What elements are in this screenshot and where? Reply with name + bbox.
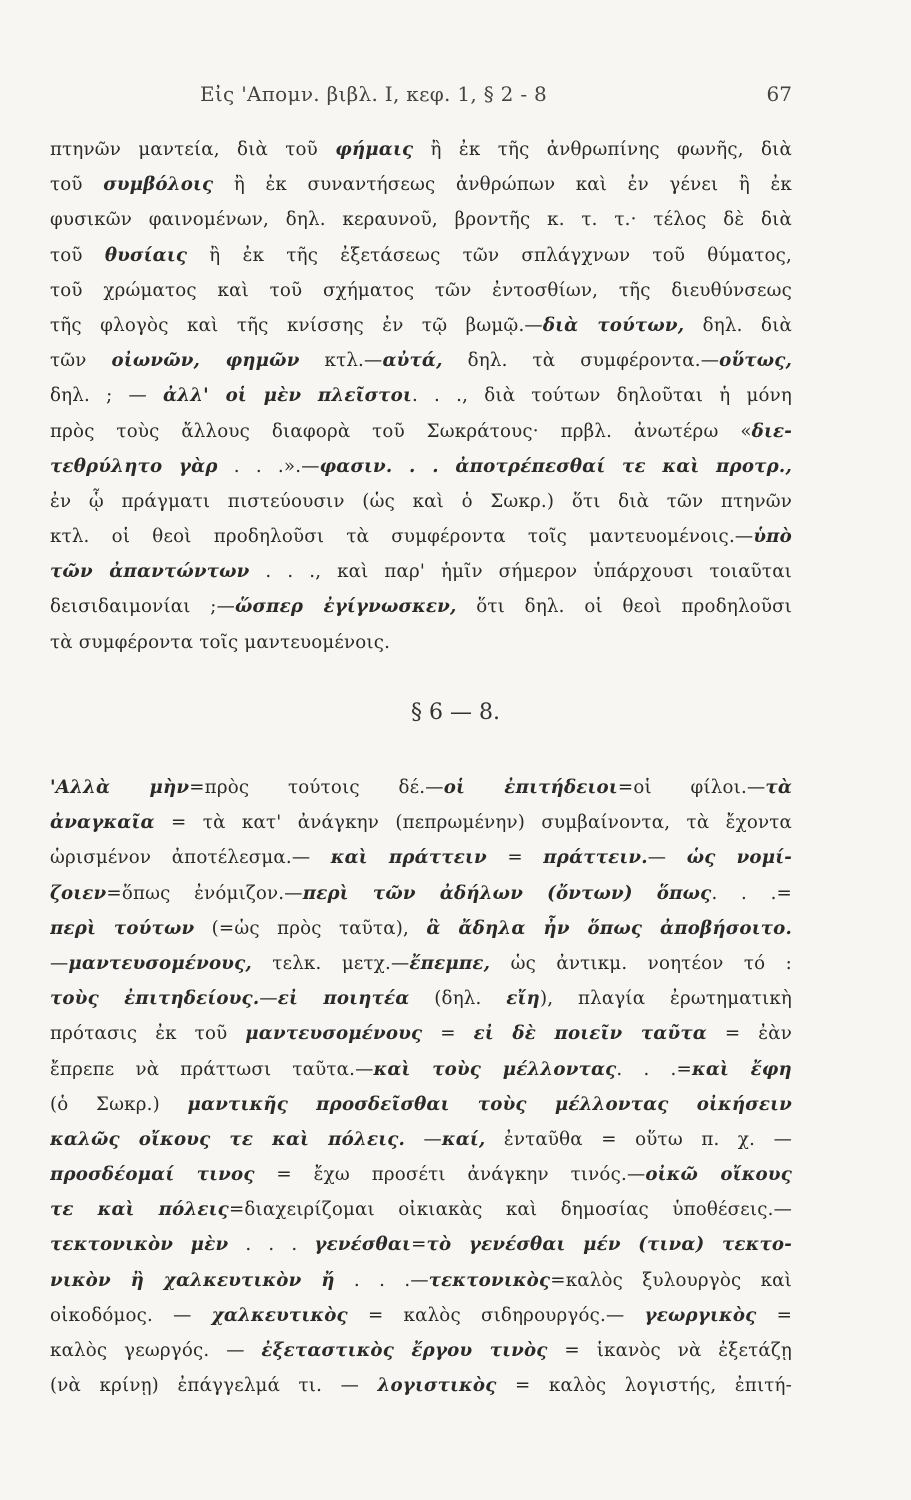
text-run: . . .= [711, 882, 792, 904]
text-line [50, 1298, 792, 1333]
text-run: κτλ.— [299, 350, 383, 372]
greek-lemma: καλῶς οἴκους τε καὶ πόλεις. [50, 1128, 406, 1150]
text-line [50, 308, 792, 343]
greek-lemma: ὡς νομί- [686, 847, 792, 869]
text-run: (δηλ. [409, 988, 507, 1010]
text-run: (νὰ κρίνῃ) ἐπάγγελμά τι. — [50, 1375, 378, 1397]
text-line [50, 840, 792, 875]
greek-lemma: καὶ πράττειν [330, 847, 487, 869]
text-run: τελκ. μετχ.— [251, 952, 410, 974]
text-line [50, 1263, 792, 1298]
text-run: =οἱ φίλοι.— [617, 777, 766, 798]
greek-lemma: τε καὶ πόλεις [50, 1199, 229, 1221]
greek-lemma: 'Αλλὰ μὴν [50, 777, 190, 798]
text-run: — [647, 847, 687, 869]
text-run: — [405, 1128, 442, 1150]
greek-lemma: αὐτά, [382, 350, 443, 372]
greek-lemma: φήμαις [335, 139, 414, 160]
text-run: (ὁ Σωκρ.) [50, 1093, 188, 1115]
page-number: 67 [766, 82, 792, 106]
text-line [50, 911, 792, 946]
text-run: . . .= [616, 1058, 692, 1080]
text-line [50, 238, 792, 273]
text-run: = καλὸς σιδηρουργός.— [347, 1304, 645, 1326]
text-run: ὅτι δηλ. οἱ θεοὶ προδηλοῦσι [456, 596, 792, 618]
text-run: = ἱκανὸς νὰ ἐξετάζῃ [547, 1340, 792, 1361]
text-line [50, 378, 792, 413]
text-run: τῆς φλογὸς καὶ τῆς κνίσσης ἐν τῷ βωμῷ.— [50, 314, 543, 336]
greek-lemma: ἐξεταστικὸς ἔργου τινὸς [261, 1340, 548, 1361]
text-run: δηλ. ; — [50, 385, 164, 407]
text-line [50, 589, 792, 624]
greek-lemma: περὶ τούτων [50, 917, 195, 939]
text-run: = [486, 847, 544, 869]
text-line [50, 484, 792, 519]
greek-lemma: εἰ ποιητέα [277, 988, 410, 1010]
text-run: ἐνταῦθα = οὕτω π. χ. — [485, 1128, 792, 1150]
text-run: . . .».— [217, 455, 320, 477]
text-line [50, 1368, 792, 1403]
greek-lemma: ζοιεν [50, 882, 107, 904]
text-line [50, 1333, 792, 1368]
greek-lemma: θυσίαις [104, 244, 188, 266]
text-run: ἔπρεπε νὰ πράττωσι ταῦτα.— [50, 1058, 374, 1080]
text-run: =πρὸς τούτοις δέ.— [189, 777, 444, 798]
running-title: Εἰς 'Απομν. βιβλ. Ι, κεφ. 1, § 2 - 8 [200, 82, 548, 106]
text-run: = καλὸς λογιστής, ἐπιτή- [496, 1375, 792, 1397]
text-run: . . ., διὰ τούτων δηλοῦται ἡ μόνη [411, 385, 792, 407]
greek-lemma: διὰ τούτων, [542, 314, 685, 336]
text-line [50, 1227, 792, 1262]
text-run: τῶν [50, 350, 112, 372]
text-run: τοῦ [50, 174, 104, 196]
greek-lemma: λογιστικὸς [377, 1375, 497, 1397]
text-run: . . .— [334, 1269, 429, 1291]
text-run: = [422, 1023, 474, 1045]
greek-lemma: τὰ [765, 777, 792, 798]
text-run: — [50, 952, 69, 974]
greek-lemma: ἀναγκαῖα [50, 812, 155, 834]
text-run: δηλ. τὰ συμφέροντα.— [442, 350, 720, 372]
greek-lemma: γενέσθαι [314, 1234, 412, 1256]
text-line [50, 770, 792, 805]
greek-lemma: τῶν ἀπαντώντων [50, 561, 250, 583]
greek-lemma: νικὸν ἢ χαλκευτικὸν ἤ [50, 1269, 335, 1291]
greek-lemma: μαντευσομένους, [68, 952, 252, 974]
text-run: ὡρισμένον ἀποτέλεσμα.— [50, 847, 331, 869]
greek-lemma: καὶ τοὺς μέλλοντας [373, 1058, 617, 1080]
text-line [50, 1122, 792, 1157]
text-run: δηλ. διὰ [684, 314, 792, 336]
text-run: ἢ ἐκ τῆς ἐξετάσεως τῶν σπλάγχνων τοῦ θύματος, [187, 244, 792, 266]
greek-lemma: οἱ ἐπιτήδειοι [443, 777, 618, 798]
greek-lemma: οὕτως, [719, 350, 792, 372]
text-line [50, 1087, 792, 1122]
text-run: (=ὡς πρὸς ταῦτα), [194, 917, 427, 939]
text-line [50, 876, 792, 911]
greek-lemma: καὶ ἔφη [691, 1058, 792, 1080]
greek-lemma: ἀλλ' οἱ μὲν πλεῖστοι [163, 385, 412, 407]
text-run: φυσικῶν φαινομένων, δηλ. κεραυνοῦ, βροντῆς κ. τ. τ.· τέλος δὲ διὰ [50, 209, 792, 231]
text-line [50, 343, 792, 378]
text-line [50, 414, 792, 449]
text-run: = τὰ κατ' ἀνάγκην (πεπρωμένην) συμβαίνοντα, τὰ ἔχοντα [154, 812, 792, 834]
text-line [50, 1192, 792, 1227]
greek-lemma: περὶ τῶν ἀδήλων (ὄντων) ὅπως [302, 882, 712, 904]
text-run: πτηνῶν μαντεία, διὰ τοῦ [50, 139, 336, 160]
text-run: ), πλαγία ἐρωτηματικὴ [539, 988, 792, 1010]
text-line [50, 946, 792, 981]
text-run: τοῦ [50, 244, 105, 266]
text-line [50, 981, 792, 1016]
text-run: οἰκοδόμος. — [50, 1304, 212, 1326]
text-run: κτλ. οἱ θεοὶ προδηλοῦσι τὰ συμφέροντα τοῖς μαντευομένοις.— [50, 526, 754, 548]
greek-lemma: μαντικῆς προσδεῖσθαι τοὺς μέλλοντας οἰκήσειν [187, 1093, 792, 1115]
text-run: — [259, 988, 278, 1010]
greek-lemma: οἰκῶ οἴκους [645, 1164, 792, 1186]
text-run: =ὅπως ἐνόμιζον.— [106, 882, 303, 904]
greek-lemma: ἔπεμπε, [409, 952, 491, 974]
greek-lemma: πράττειν. [543, 847, 648, 869]
text-line [50, 132, 792, 167]
text-line [50, 273, 792, 308]
greek-lemma: τεθρύλητο γὰρ [50, 455, 218, 477]
commentary-paragraph-1 [50, 132, 792, 660]
text-line [50, 805, 792, 840]
text-line [50, 625, 792, 660]
greek-lemma: ἃ ἄδηλα ἦν ὅπως ἀποβήσοιτο. [426, 917, 792, 939]
greek-lemma: καί, [441, 1128, 486, 1150]
greek-lemma: τὸ γενέσθαι μέν (τινα) τεκτο- [426, 1234, 792, 1256]
greek-lemma: τοὺς ἐπιτηδείους. [50, 988, 260, 1010]
greek-lemma: οἰωνῶν, φημῶν [111, 350, 300, 372]
text-line [50, 1052, 792, 1087]
text-line [50, 449, 792, 484]
text-line [50, 519, 792, 554]
text-run: καλὸς γεωργός. — [50, 1340, 262, 1361]
commentary-paragraph-2 [50, 770, 792, 1403]
text-run: ἢ ἐκ συναντήσεως ἀνθρώπων καὶ ἐν γένει ἢ ἐκ [213, 174, 792, 196]
text-run: =διαχειρίζομαι οἰκιακὰς καὶ δημοσίας ὑποθέσεις.— [228, 1199, 792, 1221]
text-line [50, 167, 792, 202]
text-run: δεισιδαιμονίαι ;— [50, 596, 236, 618]
text-run: =καλὸς ξυλουργὸς καὶ [550, 1269, 792, 1291]
text-run: πρότασις ἐκ τοῦ [50, 1023, 246, 1045]
section-heading: § 6 — 8. [411, 700, 500, 725]
text-run: ἐν ᾧ πράγματι πιστεύουσιν (ὡς καὶ ὁ Σωκρ.) ὅτι διὰ τῶν πτηνῶν [50, 490, 792, 512]
greek-lemma: ὥσπερ ἐγίγνωσκεν, [235, 596, 457, 618]
text-run: = ἔχω προσέτι ἀνάγκην τινός.— [254, 1164, 646, 1186]
text-line [50, 1157, 792, 1192]
greek-lemma: τεκτονικὸν μὲν [50, 1234, 229, 1256]
text-run: πρὸς τοὺς ἄλλους διαφορὰ τοῦ Σωκράτους· πρβλ. ἀνωτέρω « [50, 420, 752, 442]
text-run: τοῦ χρώματος καὶ τοῦ σχήματος τῶν ἐντοσθίων, τῆς διευθύνσεως [50, 279, 792, 301]
greek-lemma: τεκτονικὸς [428, 1269, 551, 1291]
greek-lemma: γεωργικὸς [644, 1304, 757, 1326]
text-run: . . . [228, 1234, 315, 1256]
greek-lemma: ὑπὸ [753, 526, 792, 548]
greek-lemma: φασιν. . . ἀποτρέπεσθαί τε καὶ προτρ., [319, 455, 792, 477]
text-line [50, 202, 792, 237]
greek-lemma: χαλκευτικὸς [211, 1304, 348, 1326]
text-run: . . ., καὶ παρ' ἡμῖν σήμερον ὑπάρχουσι τοιαῦται [249, 561, 792, 583]
greek-lemma: εἰ δὲ ποιεῖν ταῦτα [473, 1023, 707, 1045]
greek-lemma: εἴη [506, 988, 540, 1010]
greek-lemma: μαντευσομένους [245, 1023, 423, 1045]
text-line [50, 1016, 792, 1051]
text-run: ὡς ἀντικμ. νοητέον τό : [490, 952, 792, 974]
text-run: = [411, 1234, 427, 1256]
text-run: = ἐὰν [706, 1023, 792, 1045]
greek-lemma: διε- [751, 420, 792, 442]
text-run: = [756, 1304, 792, 1326]
text-line [50, 554, 792, 589]
text-run: τὰ συμφέροντα τοῖς μαντευομένοις. [50, 631, 391, 653]
greek-lemma: συμβόλοις [103, 174, 214, 196]
greek-lemma: προσδέομαί τινος [50, 1164, 255, 1186]
text-run: ἢ ἐκ τῆς ἀνθρωπίνης φωνῆς, διὰ [413, 139, 792, 160]
